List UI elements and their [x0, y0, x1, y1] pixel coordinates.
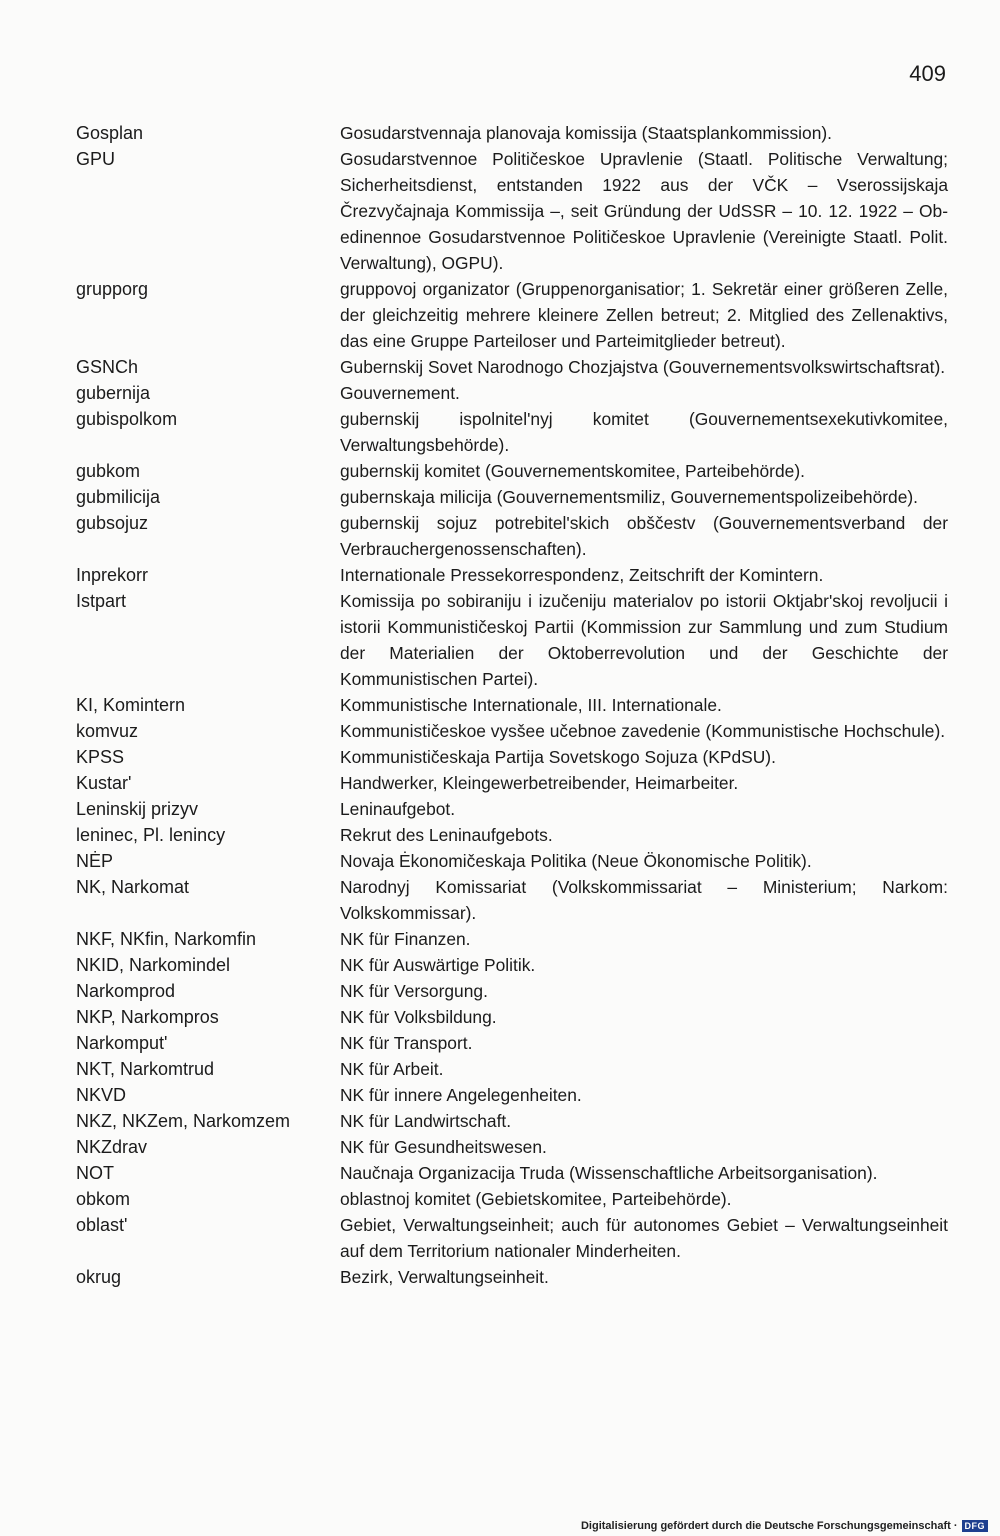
glossary-entry	[0, 1004, 1000, 1030]
footer	[581, 1520, 988, 1532]
entry-term: GSNCh	[76, 357, 139, 377]
entry-term: KPSS	[76, 747, 125, 767]
glossary-entry	[0, 354, 1000, 380]
entry-term: gubispolkom	[76, 409, 178, 429]
entry-term: NKT, Narkomtrud	[76, 1059, 215, 1079]
entry-definition: Leninaufgebot.	[340, 799, 456, 819]
entry-definition: gubernskij sojuz potrebitel'skich obščestv (Gouvernementsverband der Verbrauchergenossenschaften).	[340, 513, 948, 559]
glossary-entry	[0, 120, 1000, 146]
entry-term: gubkom	[76, 461, 141, 481]
entry-term: okrug	[76, 1267, 122, 1287]
entry-definition: gubernskij ispolnitel'nyj komitet (Gouvernementsexekutivkomitee, Verwaltungsbehörde).	[340, 409, 948, 455]
entry-definition: NK für Volksbildung.	[340, 1007, 497, 1027]
entry-definition: gruppovoj organizator (Gruppenorganisatior; 1. Sekretär einer größeren Zelle, der gleichzeitig mehrere kleinere Zellen betreut; 2. Mitglied des Zellenaktivs, das eine Gruppe Parteiloser und Parteimitglieder betreut).	[340, 279, 948, 351]
entry-definition: NK für Transport.	[340, 1033, 473, 1053]
glossary-entry	[0, 1056, 1000, 1082]
glossary-entry	[0, 848, 1000, 874]
entry-term: obkom	[76, 1189, 131, 1209]
entry-definition: Gubernskij Sovet Narodnogo Chozjajstva (Gouvernementsvolkswirtschaftsrat).	[340, 357, 946, 377]
glossary-entry	[0, 484, 1000, 510]
glossary-entry	[0, 692, 1000, 718]
entry-term: Gosplan	[76, 123, 144, 143]
entry-definition: Bezirk, Verwaltungseinheit.	[340, 1267, 549, 1287]
entry-definition: Handwerker, Kleingewerbetreibender, Heimarbeiter.	[340, 773, 739, 793]
glossary-entry	[0, 952, 1000, 978]
entry-definition: Internationale Pressekorrespondenz, Zeitschrift der Komintern.	[340, 565, 824, 585]
entry-term: KI, Komintern	[76, 695, 186, 715]
glossary-entry	[0, 744, 1000, 770]
entry-term: Narkomprod	[76, 981, 176, 1001]
glossary-entry	[0, 458, 1000, 484]
entry-term: grupporg	[76, 279, 149, 299]
entry-term: NKZ, NKZem, Narkomzem	[76, 1111, 291, 1131]
glossary-entry	[0, 1160, 1000, 1186]
entry-definition: NK für innere Angelegenheiten.	[340, 1085, 582, 1105]
entry-definition: Kommunističeskoe vysšee učebnoe zavedenie (Kommunistische Hochschule).	[340, 721, 946, 741]
entry-term: NKZdrav	[76, 1137, 148, 1157]
glossary-entry	[0, 770, 1000, 796]
glossary-entry	[0, 406, 1000, 458]
glossary-entry	[0, 1082, 1000, 1108]
entry-term: Kustar'	[76, 773, 132, 793]
entry-definition: Gosudarstvennoe Političeskoe Upravlenie (Staatl. Politische Verwaltung; Sicherheitsdienst, entstanden 1922 aus der VČK – Vserossijskaja Črezvyčajnaja Kommissija –, seit Gründung der UdSSR – 10. 12. 1922 – Ob-edinennoe Gosudarstvennoe Političeskoe Upravlenie (Vereinigte Staatl. Polit. Verwaltung), OGPU).	[340, 149, 948, 273]
entry-term: Inprekorr	[76, 565, 149, 585]
entry-term: leninec, Pl. lenincy	[76, 825, 226, 845]
glossary-entry	[0, 874, 1000, 926]
entry-term: NOT	[76, 1163, 114, 1183]
entry-term: Istpart	[76, 591, 127, 611]
entry-definition: oblastnoj komitet (Gebietskomitee, Parteibehörde).	[340, 1189, 732, 1209]
entry-definition: Kommunistische Internationale, III. Internationale.	[340, 695, 722, 715]
entry-definition: Kommunističeskaja Partija Sovetskogo Sojuza (KPdSU).	[340, 747, 776, 767]
glossary-entry	[0, 978, 1000, 1004]
glossary-entry	[0, 510, 1000, 562]
glossary-entry	[0, 822, 1000, 848]
glossary-entry	[0, 562, 1000, 588]
glossary-entry	[0, 926, 1000, 952]
entry-term: NKVD	[76, 1085, 127, 1105]
entry-term: oblast'	[76, 1215, 128, 1235]
entry-definition: Gosudarstvennaja planovaja komissija (Staatsplankommission).	[340, 123, 832, 143]
entry-definition: Gouvernement.	[340, 383, 460, 403]
entry-term: gubsojuz	[76, 513, 149, 533]
entry-definition: Gebiet, Verwaltungseinheit; auch für autonomes Gebiet – Verwaltungseinheit auf dem Territorium nationaler Minderheiten.	[340, 1215, 948, 1261]
glossary-entry	[0, 146, 1000, 276]
entry-term: Narkomput'	[76, 1033, 168, 1053]
glossary-list	[0, 120, 1000, 1290]
glossary-entry	[0, 1108, 1000, 1134]
entry-definition: NK für Arbeit.	[340, 1059, 444, 1079]
entry-term: gubernija	[76, 383, 151, 403]
entry-definition: gubernskaja milicija (Gouvernementsmiliz, Gouvernementspolizeibehörde).	[340, 487, 919, 507]
dfg-logo: DFG	[962, 1520, 989, 1532]
glossary-entry	[0, 276, 1000, 354]
glossary-entry	[0, 1264, 1000, 1290]
entry-term: NKP, Narkompros	[76, 1007, 219, 1027]
glossary-entry	[0, 1186, 1000, 1212]
glossary-entry	[0, 588, 1000, 692]
entry-definition: Rekrut des Leninaufgebots.	[340, 825, 553, 845]
entry-definition: Naučnaja Organizacija Truda (Wissenschaftliche Arbeitsorganisation).	[340, 1163, 878, 1183]
glossary-entry	[0, 1134, 1000, 1160]
entry-definition: NK für Versorgung.	[340, 981, 488, 1001]
footer-text: Digitalisierung gefördert durch die Deutsche Forschungsgemeinschaft ·	[580, 1520, 958, 1532]
entry-definition: Novaja Ėkonomičeskaja Politika (Neue Ökonomische Politik).	[340, 851, 812, 871]
entry-definition: Komissija po sobiraniju i izučeniju materialov po istorii Oktjabr'skoj revoljucii i istorii Kommunističeskoj Partii (Kommission zur Sammlung und zum Studium der Materialien der Oktoberrevolution und der Geschichte der Kommunistischen Partei).	[340, 591, 948, 689]
entry-term: NKF, NKfin, Narkomfin	[76, 929, 257, 949]
entry-term: GPU	[76, 149, 116, 169]
entry-term: gubmilicija	[76, 487, 161, 507]
entry-definition: NK für Gesundheitswesen.	[340, 1137, 547, 1157]
glossary-entry	[0, 380, 1000, 406]
entry-definition: NK für Auswärtige Politik.	[340, 955, 536, 975]
glossary-entry	[0, 796, 1000, 822]
entry-term: NK, Narkomat	[76, 877, 190, 897]
entry-term: Leninskij prizyv	[76, 799, 199, 819]
page-number: 409	[909, 61, 946, 86]
glossary-entry	[0, 1212, 1000, 1264]
entry-definition: NK für Landwirtschaft.	[340, 1111, 512, 1131]
glossary-entry	[0, 1030, 1000, 1056]
entry-term: NĖP	[76, 851, 114, 871]
entry-definition: Narodnyj Komissariat (Volkskommissariat – Ministerium; Narkom: Volkskommissar).	[340, 877, 948, 923]
entry-definition: NK für Finanzen.	[340, 929, 471, 949]
glossary-entry	[0, 718, 1000, 744]
entry-definition: gubernskij komitet (Gouvernementskomitee, Parteibehörde).	[340, 461, 805, 481]
entry-term: NKID, Narkomindel	[76, 955, 231, 975]
entry-term: komvuz	[76, 721, 139, 741]
